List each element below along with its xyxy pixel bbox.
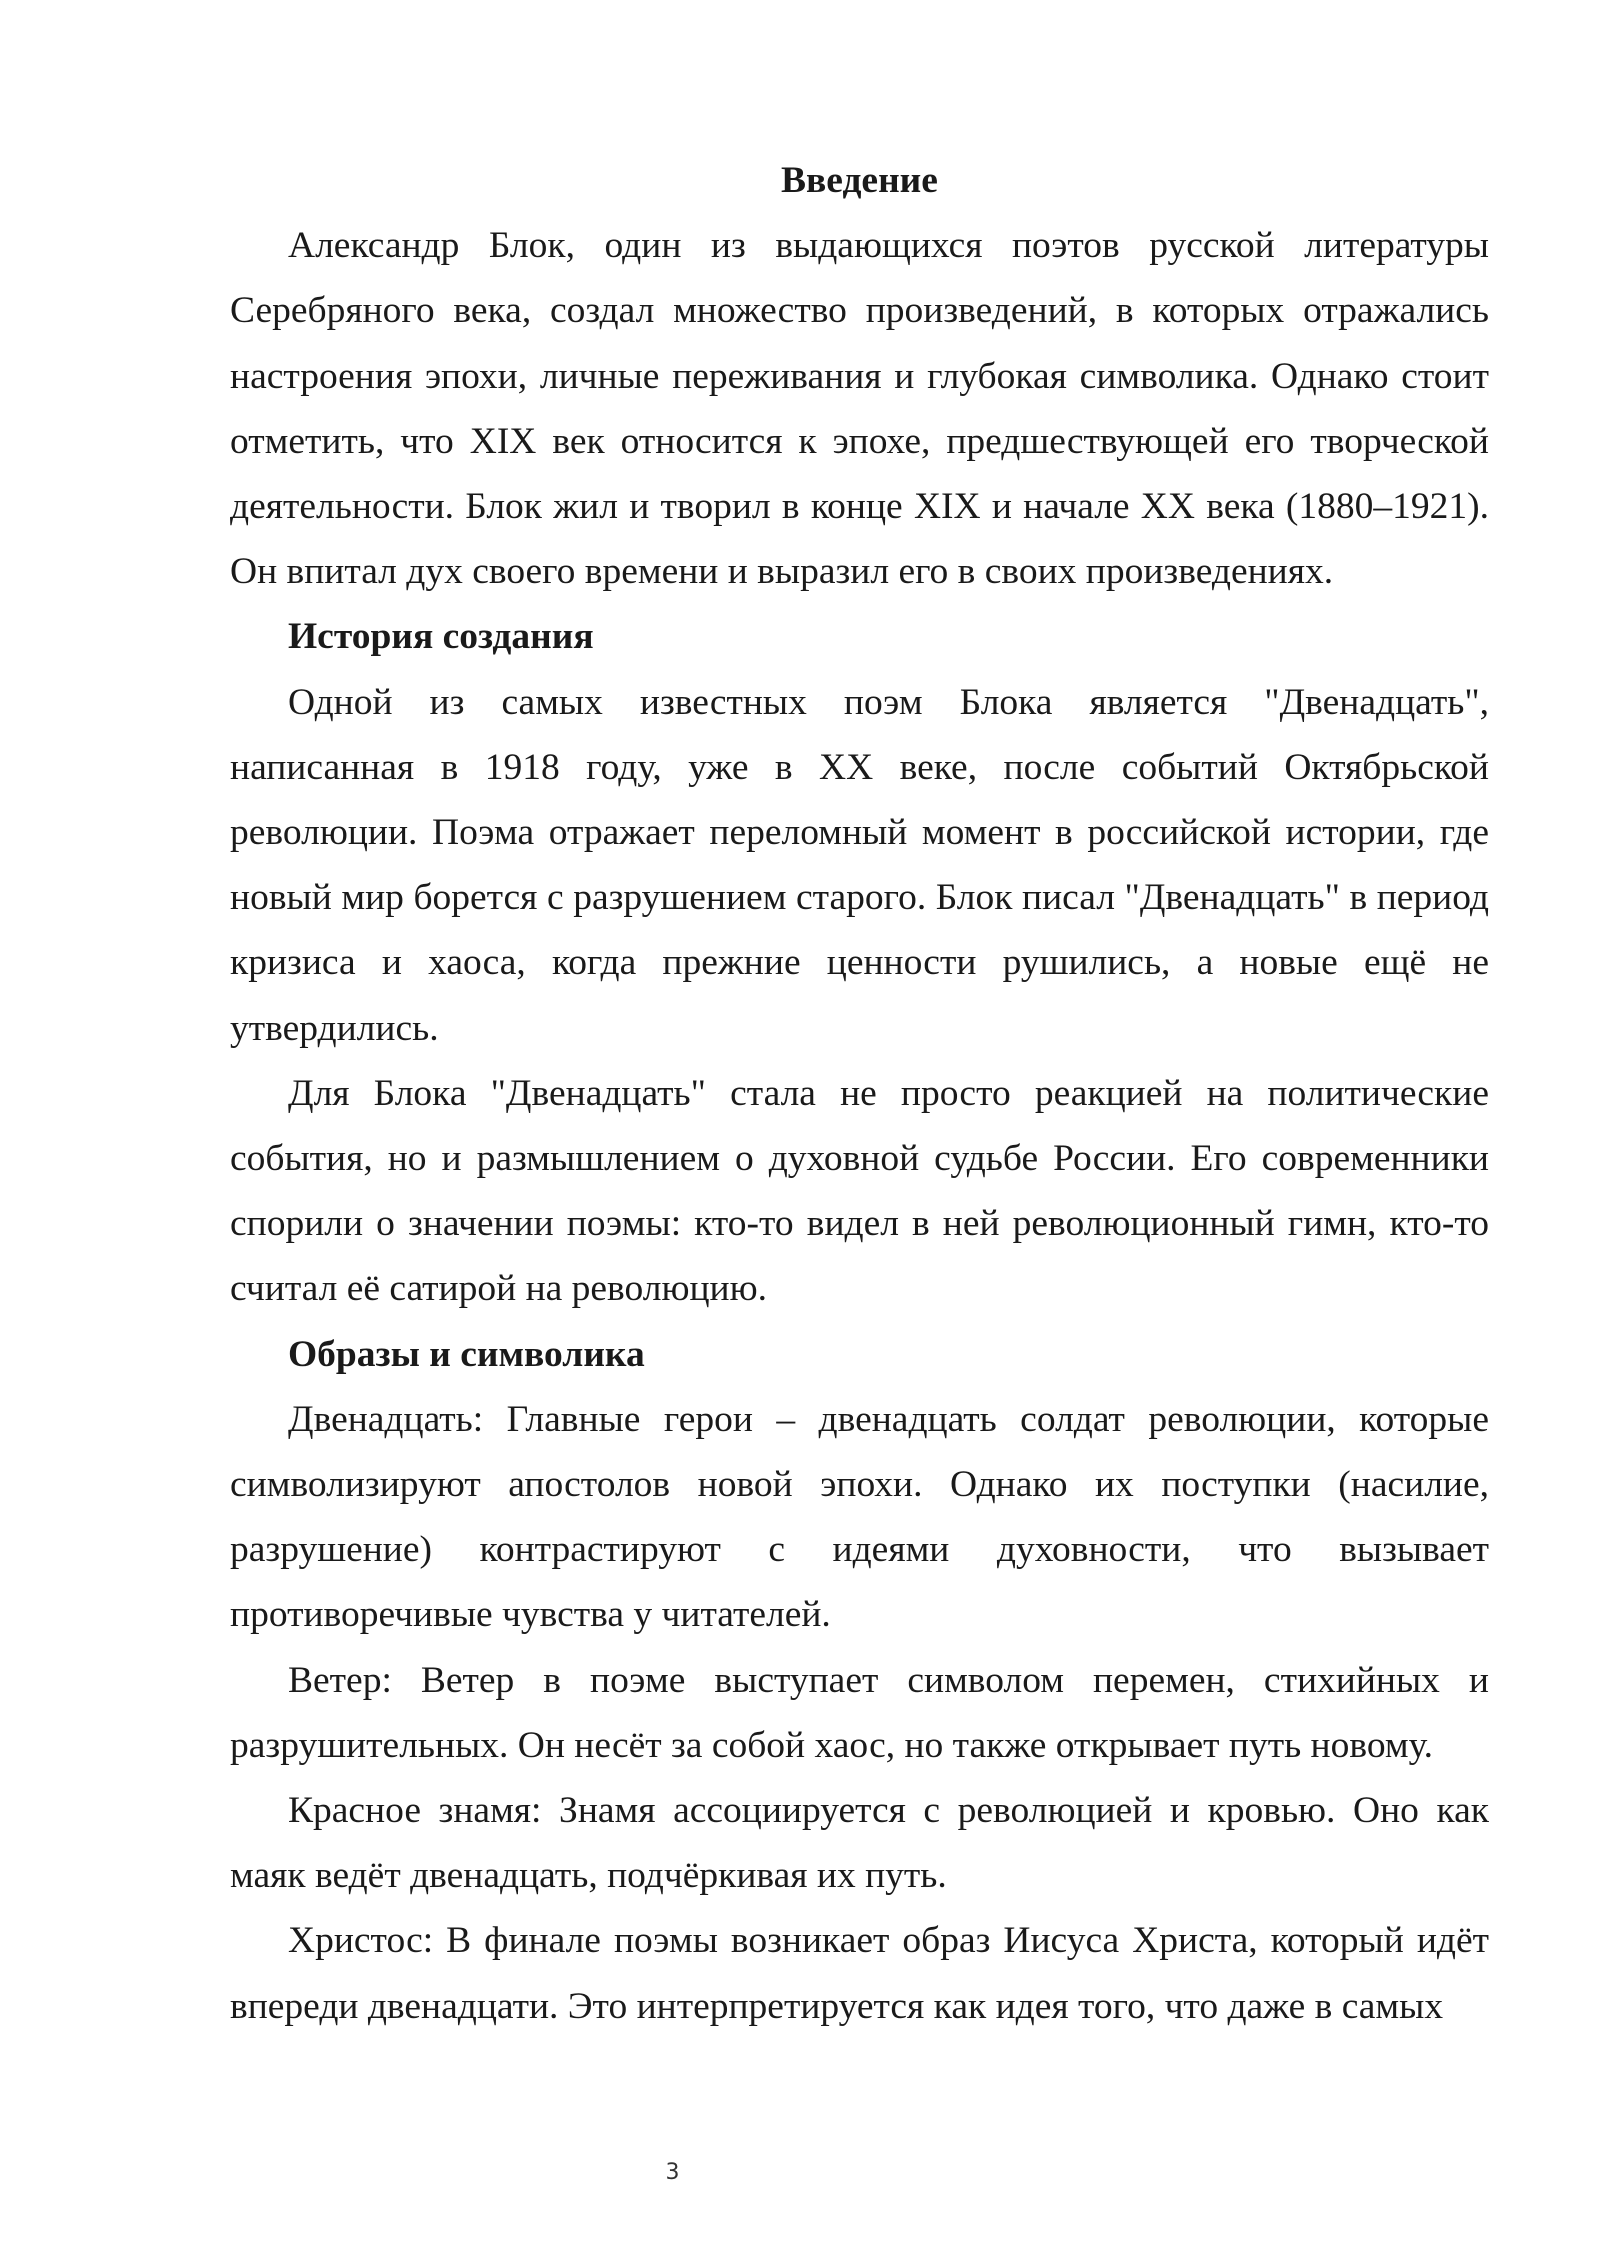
page-title: Введение (781, 160, 938, 201)
symbol-paragraph-red-banner: Красное знамя: Знамя ассоциируется с революцией и кровью. Оно как маяк ведёт двенадцать, подчёркивая их путь. (230, 1790, 1489, 1897)
symbol-paragraph-twelve: Двенадцать: Главные герои – двенадцать солдат революции, которые символизируют апостолов новой эпохи. Однако их поступки (насилие, разрушение) контрастируют с идеями духовности, что вызывает противоречивые чувства у читателей. (230, 1398, 1489, 1636)
symbols-heading: Образы и символика (288, 1333, 645, 1375)
history-paragraph-2: Для Блока "Двенадцать" стала не просто реакцией на политические события, но и размышлением о духовной судьбе России. Его современники спорили о значении поэмы: кто-то видел в ней революционный гимн, кто-то считал её сатирой на революцию. (230, 1072, 1489, 1310)
page-number: 3 (665, 2160, 680, 2185)
intro-paragraph: Александр Блок, один из выдающихся поэтов русской литературы Серебряного века, создал множество произведений, в которых отражались настроения эпохи, личные переживания и глубокая символика. Однако стоит отметить, что XIX век относится к эпохе, предшествующей его творческой деятельности. Блок жил и творил в конце XIX и начале XX века (1880–1921). Он впитал дух своего времени и выразил его в своих произведениях. (230, 225, 1489, 593)
history-paragraph-1: Одной из самых известных поэм Блока является "Двенадцать", написанная в 1918 году, уже в XX веке, после событий Октябрьской революции. Поэма отражает переломный момент в российской истории, где новый мир борется с разрушением старого. Блок писал "Двенадцать" в период кризиса и хаоса, когда прежние ценности рушились, а новые ещё не утвердились. (230, 681, 1489, 1049)
symbol-paragraph-christ: Христос: В финале поэмы возникает образ Иисуса Христа, который идёт впереди двенадцати. Это интерпретируется как идея того, что даже в самых (230, 1920, 1489, 2027)
history-heading: История создания (288, 616, 594, 658)
page-content (230, 148, 1489, 2039)
symbol-paragraph-wind: Ветер: Ветер в поэме выступает символом перемен, стихийных и разрушительных. Он несёт за собой хаос, но также открывает путь новому. (230, 1659, 1489, 1766)
